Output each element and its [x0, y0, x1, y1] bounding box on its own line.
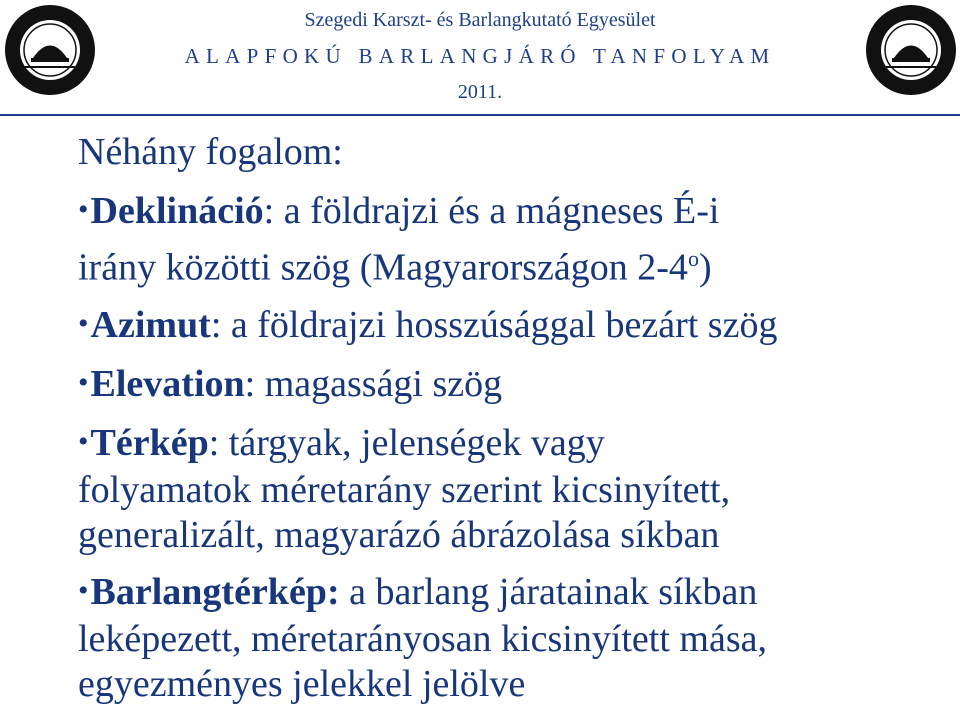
degree-superscript: o: [687, 246, 699, 271]
bullet-icon: •: [78, 193, 89, 226]
header-subtitle: ALAPFOKÚ BARLANGJÁRÓ TANFOLYAM: [184, 44, 776, 68]
term: Térkép: [90, 421, 209, 464]
term: Deklináció: [90, 190, 264, 232]
definition-line: irány közötti szög (Magyarországon 2-4: [78, 246, 688, 289]
header-year: 2011.: [457, 81, 503, 103]
slide-content: [78, 130, 948, 707]
definition-line: leképezett, méretarányosan kicsinyített mása,: [78, 617, 767, 660]
list-item: [78, 570, 948, 707]
definition-line: : a földrajzi hosszúsággal bezárt szög: [210, 303, 778, 346]
definition-line: egyezményes jelekkel jelölve: [78, 662, 526, 705]
definition-tail: ): [698, 246, 712, 289]
bullet-icon: •: [78, 306, 89, 340]
definition-line: : a földrajzi és a mágneses É-i: [263, 190, 720, 232]
term: Barlangtérkép:: [90, 570, 340, 613]
header-divider: [0, 114, 960, 116]
list-item: [78, 421, 948, 558]
bullet-icon: •: [78, 365, 89, 399]
bullet-icon: •: [78, 573, 89, 607]
bullet-icon: •: [78, 424, 89, 458]
slide-heading: Néhány fogalom:: [78, 131, 343, 173]
term: Elevation: [90, 362, 245, 405]
list-item: [78, 303, 948, 350]
term: Azimut: [90, 303, 211, 346]
header-title: Szegedi Karszt- és Barlangkutató Egyesület: [304, 9, 656, 31]
definition-line: : tárgyak, jelenségek vagy: [208, 421, 605, 464]
definition-line: folyamatok méretarány szerint kicsinyített,: [78, 468, 731, 511]
definition-line: : magassági szög: [244, 362, 503, 405]
definition-line: a barlang járatainak síkban: [339, 570, 758, 613]
list-item: [78, 362, 948, 409]
definition-line: generalizált, magyarázó ábrázolása síkban: [78, 513, 720, 556]
list-item: [78, 189, 948, 291]
